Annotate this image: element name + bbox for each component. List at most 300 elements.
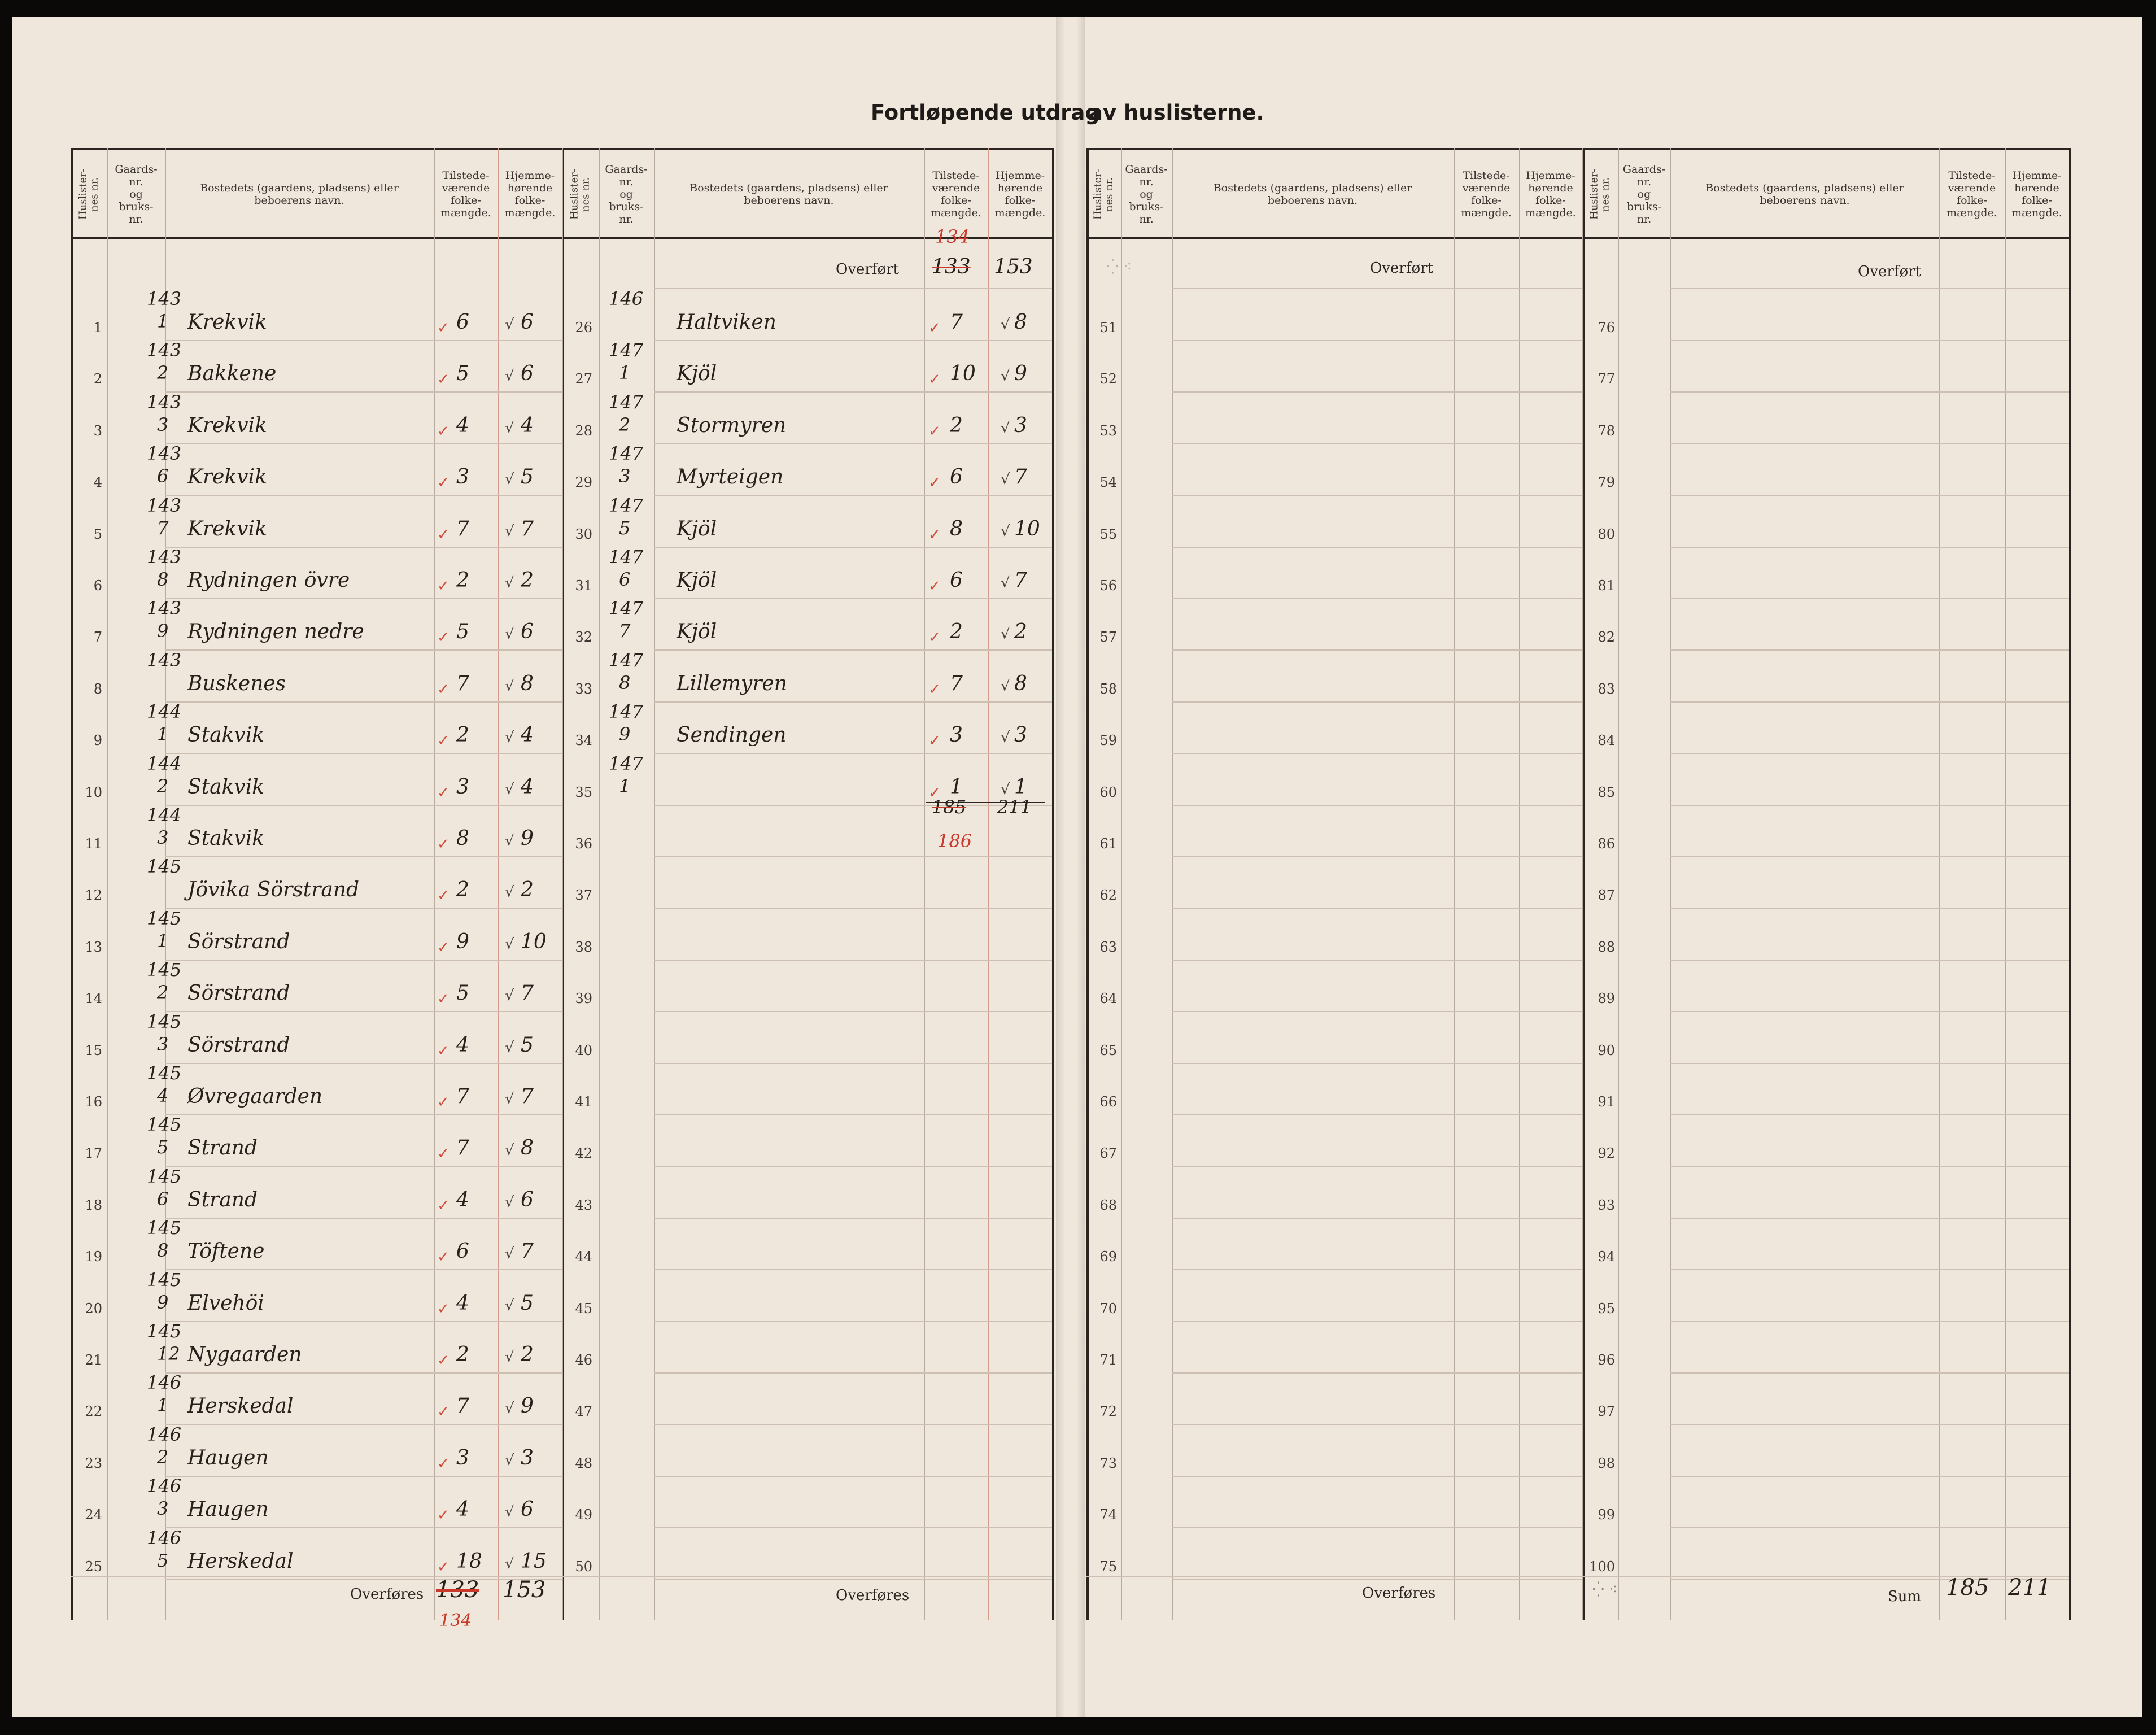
row-line-2-25	[1172, 1579, 1454, 1580]
grid-vline-1-0	[562, 148, 563, 1620]
check-mark-icon: ✓	[928, 629, 941, 647]
row-line-1-21	[654, 1372, 924, 1374]
row-line-2-3	[1172, 443, 1454, 444]
check-mark-icon: √	[505, 316, 514, 333]
row-number: 58	[1099, 681, 1117, 697]
row-line-num-0-24	[434, 1527, 562, 1528]
overfort-label-2: Overført	[836, 261, 899, 278]
row-line-2-9	[1172, 753, 1454, 754]
gaard-nr: 145	[147, 856, 182, 878]
sum-label: Sum	[1888, 1588, 1922, 1605]
hjemme-value: 3	[521, 1446, 534, 1470]
grid-vline-2-4	[1519, 148, 1520, 1620]
row-line-num-0-9	[434, 753, 562, 754]
row-line-num-0-2	[434, 391, 562, 393]
overfort-line-4	[1670, 288, 1939, 289]
gaard-nr: 147	[609, 443, 644, 465]
row-line-num-3-1	[1939, 340, 2069, 341]
check-mark-icon: √	[505, 368, 514, 385]
row-number: 48	[575, 1455, 592, 1471]
bruks-nr: 7	[157, 517, 169, 539]
row-line-1-24	[654, 1527, 924, 1528]
check-mark-icon: ✓	[437, 1197, 449, 1214]
check-mark-icon: ✓	[437, 1455, 449, 1472]
row-number: 89	[1598, 991, 1615, 1007]
page-fold	[1056, 17, 1085, 1717]
tilstede-value: 5	[456, 982, 469, 1005]
row-line-num-3-9	[1939, 753, 2069, 754]
row-line-0-22	[165, 1424, 434, 1425]
bruks-nr: 2	[619, 413, 631, 435]
row-line-1-14	[654, 1011, 924, 1012]
check-mark-icon: √	[1001, 471, 1010, 489]
row-number: 34	[575, 733, 592, 749]
bosted-name: Rydningen nedre	[187, 620, 364, 644]
row-line-num-1-1	[924, 340, 1052, 341]
row-line-num-2-9	[1454, 753, 1582, 754]
row-line-num-1-4	[924, 495, 1052, 496]
gaard-nr: 147	[609, 649, 644, 671]
gaard-nr: 145	[147, 1268, 182, 1291]
row-line-num-1-14	[924, 1011, 1052, 1012]
bosted-name: Haugen	[187, 1446, 269, 1470]
row-line-3-22	[1670, 1424, 1939, 1425]
overfort-label-4: Overført	[1858, 263, 1921, 280]
row-number: 30	[575, 526, 592, 542]
bosted-name: Stakvik	[187, 827, 265, 850]
tilstede-value: 2	[456, 878, 469, 902]
row-line-0-14	[165, 1011, 434, 1012]
gaard-nr: 145	[147, 907, 182, 929]
check-mark-icon: ✓	[437, 1300, 449, 1318]
tilstede-value: 9	[456, 930, 469, 953]
row-line-0-10	[165, 805, 434, 806]
gaard-nr: 143	[147, 598, 182, 620]
hjemme-value: 5	[521, 465, 534, 489]
row-line-0-2	[165, 391, 434, 393]
hjemme-value: 5	[521, 1291, 534, 1315]
grid-vline-3-1	[1618, 148, 1619, 1620]
check-mark-icon: √	[1001, 316, 1010, 333]
row-number: 3	[93, 422, 102, 439]
row-line-num-3-2	[1939, 391, 2069, 393]
bruks-nr: 5	[157, 1136, 169, 1158]
row-line-num-0-1	[434, 340, 562, 341]
bosted-name: Stakvik	[187, 723, 265, 747]
row-number: 22	[85, 1403, 102, 1420]
header-bosted-3: Bostedets (gaardens, pladsens) eller beboerens navn.	[1705, 182, 1904, 207]
row-line-0-1	[165, 340, 434, 341]
bosted-name: Strand	[187, 1136, 258, 1160]
row-number: 64	[1099, 991, 1117, 1007]
row-line-0-13	[165, 960, 434, 961]
row-number: 90	[1598, 1042, 1615, 1058]
hjemme-value: 3	[1014, 413, 1027, 437]
row-number: 18	[85, 1197, 102, 1213]
grid-vline-3-3	[1939, 148, 1940, 1620]
row-line-num-2-1	[1454, 340, 1582, 341]
row-number: 42	[575, 1145, 592, 1162]
row-number: 88	[1598, 939, 1615, 955]
gaard-nr: 144	[147, 804, 182, 826]
row-number: 72	[1099, 1403, 1117, 1420]
row-line-num-0-11	[434, 856, 562, 857]
row-number: 12	[85, 887, 102, 904]
row-line-3-17	[1670, 1166, 1939, 1167]
header-tilstede-0: Tilstede- værende folke- mængde.	[440, 169, 491, 219]
bosted-name: Stormyren	[677, 413, 787, 437]
bruks-nr: 3	[157, 827, 169, 848]
row-number: 14	[85, 991, 102, 1007]
faint-mark-icon: ⁛ ⁖	[1107, 259, 1132, 276]
check-mark-icon: ✓	[437, 422, 449, 440]
tilstede-value: 4	[456, 1033, 469, 1057]
tilstede-value: 2	[950, 413, 963, 437]
check-mark-icon: √	[505, 935, 514, 953]
tilstede-value: 4	[456, 413, 469, 437]
header-top-line-right	[1086, 148, 2069, 150]
row-line-3-5	[1670, 547, 1939, 548]
row-number: 6	[93, 578, 102, 594]
row-line-num-2-13	[1454, 960, 1582, 961]
row-line-num-1-3	[924, 443, 1052, 444]
bosted-name: Krekvik	[187, 311, 267, 334]
total-tilstede-old: 133	[436, 1577, 479, 1603]
hjemme-value: 1	[1014, 775, 1027, 799]
bosted-name: Kjöl	[677, 569, 717, 592]
row-line-num-0-13	[434, 960, 562, 961]
row-line-num-1-17	[924, 1166, 1052, 1167]
bruks-nr: 8	[157, 1240, 169, 1262]
hjemme-value: 8	[521, 1136, 534, 1160]
bruks-nr: 2	[157, 362, 169, 384]
header-gaards-1: Gaards- nr. og bruks- nr.	[605, 163, 648, 225]
row-number: 5	[93, 526, 102, 542]
overfort-line-3	[1454, 288, 1582, 289]
bruks-nr: 5	[619, 517, 631, 539]
row-number: 84	[1598, 733, 1615, 749]
row-line-1-9	[654, 753, 924, 754]
header-tilstede-3: Tilstede- værende folke- mængde.	[1946, 169, 1997, 219]
hjemme-value: 4	[521, 775, 534, 799]
gaard-nr: 147	[609, 339, 644, 361]
header-hjemme-1: Hjemme- hørende folke- mængde.	[994, 169, 1046, 219]
header-bosted-1: Bostedets (gaardens, pladsens) eller beboerens navn.	[689, 182, 888, 207]
row-number: 15	[85, 1042, 102, 1058]
gaard-nr: 145	[147, 959, 182, 981]
row-line-num-2-17	[1454, 1166, 1582, 1167]
row-line-3-9	[1670, 753, 1939, 754]
row-line-num-3-16	[1939, 1114, 2069, 1115]
bosted-name: Kjöl	[677, 517, 717, 540]
row-number: 91	[1598, 1094, 1615, 1110]
row-number: 75	[1099, 1558, 1117, 1575]
row-line-num-1-25	[924, 1579, 1052, 1580]
tilstede-value: 7	[456, 1085, 469, 1108]
row-number: 54	[1099, 474, 1117, 491]
tilstede-value: 8	[950, 517, 963, 540]
hjemme-value: 8	[1014, 311, 1027, 334]
bruks-nr: 3	[619, 465, 631, 487]
row-line-num-0-15	[434, 1063, 562, 1064]
bosted-name: Stakvik	[187, 775, 265, 799]
row-number: 66	[1099, 1094, 1117, 1110]
check-mark-icon: √	[505, 419, 514, 437]
hjemme-value: 6	[521, 362, 534, 386]
row-line-2-17	[1172, 1166, 1454, 1167]
row-line-num-0-20	[434, 1321, 562, 1322]
row-line-2-11	[1172, 856, 1454, 857]
row-line-num-0-10	[434, 805, 562, 806]
row-number: 55	[1099, 526, 1117, 542]
row-line-num-0-21	[434, 1372, 562, 1374]
row-line-3-6	[1670, 598, 1939, 599]
row-line-2-23	[1172, 1476, 1454, 1477]
grid-vline-1-4	[988, 148, 989, 1620]
row-line-3-19	[1670, 1269, 1939, 1270]
row-line-num-1-19	[924, 1269, 1052, 1270]
subtotal-tilstede-old: 185	[932, 796, 967, 818]
tilstede-value: 7	[950, 311, 963, 334]
header-bottom-line-right	[1086, 237, 2069, 239]
bruks-nr: 1	[157, 1394, 169, 1416]
row-line-3-7	[1670, 649, 1939, 651]
check-mark-icon: √	[505, 1091, 514, 1108]
header-top-line-left	[71, 148, 1052, 150]
row-line-2-10	[1172, 805, 1454, 806]
row-line-3-13	[1670, 960, 1939, 961]
check-mark-icon: ✓	[437, 320, 449, 337]
hjemme-value: 6	[521, 311, 534, 334]
row-number: 51	[1099, 320, 1117, 335]
gaard-nr: 146	[147, 1372, 182, 1394]
row-number: 41	[575, 1094, 592, 1110]
check-mark-icon: ✓	[437, 371, 449, 389]
row-line-2-8	[1172, 701, 1454, 703]
row-line-num-3-3	[1939, 443, 2069, 444]
row-number: 21	[85, 1352, 102, 1368]
hjemme-value: 9	[521, 1394, 534, 1418]
row-number: 43	[575, 1197, 592, 1213]
row-line-num-2-22	[1454, 1424, 1582, 1425]
hjemme-value: 4	[521, 413, 534, 437]
row-line-num-0-6	[434, 598, 562, 599]
row-line-num-1-8	[924, 701, 1052, 703]
bruks-nr: 5	[157, 1549, 169, 1571]
row-line-num-3-22	[1939, 1424, 2069, 1425]
row-line-0-15	[165, 1063, 434, 1064]
row-line-0-11	[165, 856, 434, 857]
check-mark-icon: √	[505, 1400, 514, 1418]
row-number: 8	[93, 681, 102, 697]
bosted-name: Töftene	[187, 1240, 265, 1263]
check-mark-icon: ✓	[928, 784, 941, 801]
row-line-num-0-14	[434, 1011, 562, 1012]
check-mark-icon: ✓	[437, 1403, 449, 1421]
check-mark-icon: √	[1001, 677, 1010, 695]
row-number: 68	[1099, 1197, 1117, 1213]
row-line-2-12	[1172, 908, 1454, 909]
row-line-0-3	[165, 443, 434, 444]
row-line-0-4	[165, 495, 434, 496]
grid-vline-0-1	[107, 148, 108, 1620]
bosted-name: Jövika Sörstrand	[187, 878, 360, 902]
check-mark-icon: ✓	[437, 1352, 449, 1369]
bosted-name: Lillemyren	[677, 672, 787, 695]
row-number: 24	[85, 1507, 102, 1523]
row-line-num-2-21	[1454, 1372, 1582, 1374]
row-line-num-3-12	[1939, 908, 2069, 909]
row-line-3-10	[1670, 805, 1939, 806]
check-mark-icon: √	[505, 1142, 514, 1159]
row-line-num-3-7	[1939, 649, 2069, 651]
check-mark-icon: ✓	[928, 320, 941, 337]
hjemme-value: 7	[521, 1085, 534, 1108]
gaard-nr: 147	[609, 494, 644, 516]
hjemme-value: 15	[521, 1549, 547, 1573]
grid-vline-3-4	[2005, 148, 2006, 1620]
row-line-0-20	[165, 1321, 434, 1322]
row-line-3-21	[1670, 1372, 1939, 1374]
bruks-nr: 6	[619, 569, 631, 590]
row-line-2-13	[1172, 960, 1454, 961]
tilstede-value: 18	[456, 1549, 482, 1573]
row-number: 73	[1099, 1455, 1117, 1471]
bruks-nr: 3	[157, 1498, 169, 1520]
row-number: 100	[1589, 1558, 1615, 1575]
row-number: 70	[1099, 1300, 1117, 1316]
row-number: 69	[1099, 1249, 1117, 1265]
tilstede-value: 6	[456, 311, 469, 334]
bosted-name: Øvregaarden	[187, 1085, 323, 1108]
row-line-0-7	[165, 649, 434, 651]
row-number: 27	[575, 371, 592, 387]
bottom-line-right	[1086, 1576, 2069, 1577]
row-line-0-5	[165, 547, 434, 548]
row-line-1-12	[654, 908, 924, 909]
row-line-1-17	[654, 1166, 924, 1167]
check-mark-icon: √	[505, 832, 514, 849]
row-number: 80	[1598, 526, 1615, 542]
bruks-nr: 3	[157, 413, 169, 435]
row-number: 59	[1099, 733, 1117, 749]
row-line-num-1-6	[924, 598, 1052, 599]
row-line-1-3	[654, 443, 924, 444]
row-line-1-2	[654, 391, 924, 393]
hjemme-value: 4	[521, 723, 534, 747]
row-line-num-3-4	[1939, 495, 2069, 496]
gaard-nr: 143	[147, 339, 182, 361]
overfores-label-1: Overføres	[350, 1586, 424, 1603]
gaard-nr: 143	[147, 494, 182, 516]
gaard-nr: 147	[609, 701, 644, 723]
row-number: 97	[1598, 1403, 1615, 1420]
row-number: 26	[575, 320, 592, 335]
check-mark-icon: ✓	[437, 1094, 449, 1111]
row-number: 57	[1099, 629, 1117, 646]
row-line-2-21	[1172, 1372, 1454, 1374]
row-number: 28	[575, 422, 592, 439]
row-number: 2	[93, 371, 102, 387]
gaard-nr: 145	[147, 1320, 182, 1342]
row-number: 93	[1598, 1197, 1615, 1213]
tilstede-value: 3	[456, 465, 469, 489]
row-line-num-0-7	[434, 649, 562, 651]
title-right: av huslisterne.	[1089, 101, 1264, 125]
row-number: 78	[1598, 422, 1615, 439]
row-line-num-2-2	[1454, 391, 1582, 393]
grid-vline-0-3	[434, 148, 435, 1620]
row-line-3-11	[1670, 856, 1939, 857]
row-number: 76	[1598, 320, 1615, 335]
row-line-3-25	[1670, 1579, 1939, 1580]
row-line-num-1-24	[924, 1527, 1052, 1528]
bruks-nr: 2	[157, 982, 169, 1004]
bosted-name: Sörstrand	[187, 930, 290, 953]
check-mark-icon: √	[1001, 522, 1010, 540]
row-number: 35	[575, 784, 592, 800]
header-tilstede-2: Tilstede- værende folke- mængde.	[1461, 169, 1512, 219]
row-line-num-1-18	[924, 1218, 1052, 1219]
bruks-nr: 8	[157, 569, 169, 590]
row-number: 81	[1598, 578, 1615, 594]
row-line-num-0-18	[434, 1218, 562, 1219]
bosted-name: Rydningen övre	[187, 569, 350, 592]
check-mark-icon: ✓	[437, 784, 449, 801]
bosted-name: Herskedal	[187, 1549, 294, 1573]
row-line-num-2-18	[1454, 1218, 1582, 1219]
row-line-3-1	[1670, 340, 1939, 341]
bruks-nr: 1	[619, 775, 631, 797]
row-line-3-12	[1670, 908, 1939, 909]
tilstede-value: 7	[456, 1136, 469, 1160]
row-number: 86	[1598, 836, 1615, 852]
total-tilstede-new: 134	[439, 1611, 472, 1631]
tilstede-value: 2	[456, 1343, 469, 1366]
tilstede-value: 6	[950, 569, 963, 592]
bottom-line-left	[71, 1576, 1052, 1577]
bosted-name: Buskenes	[187, 672, 286, 695]
row-number: 99	[1598, 1507, 1615, 1523]
row-line-0-18	[165, 1218, 434, 1219]
check-mark-icon: √	[1001, 574, 1010, 591]
bruks-nr: 7	[619, 620, 631, 642]
row-line-num-1-5	[924, 547, 1052, 548]
row-line-1-8	[654, 701, 924, 703]
check-mark-icon: ✓	[437, 991, 449, 1008]
total-hjemme: 153	[503, 1577, 546, 1603]
row-line-num-1-7	[924, 649, 1052, 651]
check-mark-icon: √	[1001, 368, 1010, 385]
check-mark-icon: ✓	[437, 578, 449, 595]
grid-vline-2-1	[1121, 148, 1122, 1620]
bosted-name: Sörstrand	[187, 982, 290, 1005]
bosted-name: Strand	[187, 1188, 258, 1211]
row-line-num-0-3	[434, 443, 562, 444]
gaard-nr: 145	[147, 1165, 182, 1187]
row-number: 23	[85, 1455, 102, 1471]
row-line-0-21	[165, 1372, 434, 1374]
row-line-num-3-19	[1939, 1269, 2069, 1270]
header-hjemme-0: Hjemme- hørende folke- mængde.	[504, 169, 556, 219]
row-number: 85	[1598, 784, 1615, 800]
bosted-name: Sendingen	[677, 723, 787, 747]
row-line-num-0-12	[434, 908, 562, 909]
row-line-num-1-22	[924, 1424, 1052, 1425]
bruks-nr: 1	[157, 723, 169, 746]
row-number: 29	[575, 474, 592, 491]
row-number: 65	[1099, 1042, 1117, 1058]
